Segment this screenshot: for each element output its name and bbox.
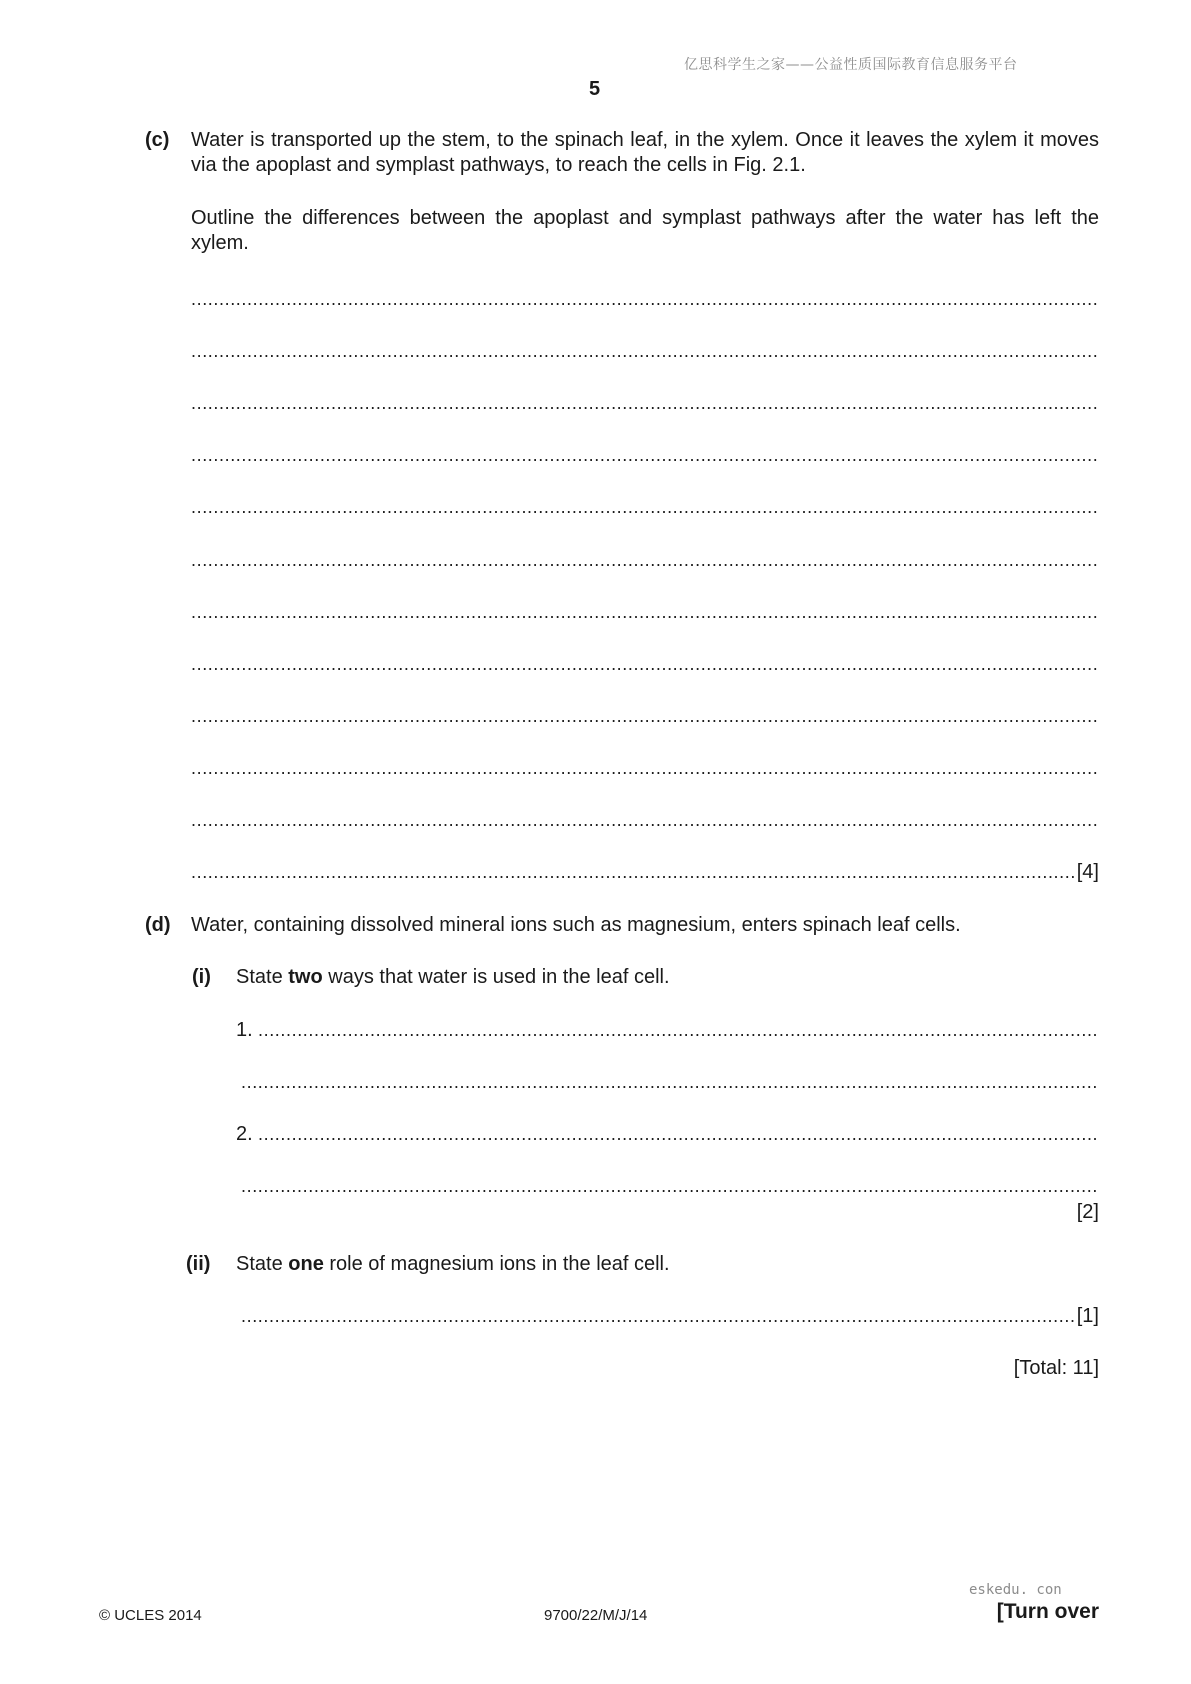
footer-paper-code: 9700/22/M/J/14 — [544, 1607, 648, 1624]
answer-line-2-continued[interactable] — [241, 1174, 1099, 1199]
answer-line-1[interactable] — [236, 1018, 1099, 1043]
item-number-1: 1. — [236, 1019, 253, 1041]
item-number-2: 2. — [236, 1123, 253, 1145]
part-d-i-question — [236, 965, 670, 990]
footer-watermark: eskedu. con — [969, 1582, 1062, 1598]
part-c-marks: [4] — [1076, 861, 1099, 883]
question-text: ways that water is used in the leaf cell. — [322, 966, 670, 988]
part-d-i-label: (i) — [192, 966, 211, 988]
question-emphasis: two — [288, 966, 323, 988]
question-emphasis: one — [288, 1253, 324, 1275]
total-marks: [Total: 11] — [1013, 1357, 1099, 1379]
part-c-intro: Water is transported up the stem, to the spinach leaf, in the xylem. Once it leaves the xylem it moves via the apoplast and symplast pathways, to reach the cells in Fig. 2.1. — [191, 129, 1099, 176]
answer-line-ii[interactable] — [241, 1304, 1099, 1329]
page-number: 5 — [589, 78, 601, 100]
part-c-question: Outline the differences between the apoplast and symplast pathways after the water has left the xylem. — [191, 207, 1099, 254]
answer-line-2[interactable] — [236, 1122, 1099, 1147]
header-watermark: 亿思科学生之家——公益性质国际教育信息服务平台 — [684, 57, 1018, 73]
answer-line[interactable] — [191, 756, 1099, 781]
question-text: State — [236, 1253, 289, 1275]
answer-line[interactable] — [191, 339, 1099, 364]
answer-line-1-continued[interactable] — [241, 1070, 1099, 1095]
answer-line[interactable] — [191, 287, 1099, 312]
answer-line[interactable] — [191, 704, 1099, 729]
part-d-ii-marks: [1] — [1076, 1305, 1099, 1327]
part-c-label: (c) — [145, 129, 170, 151]
answer-line[interactable] — [191, 600, 1099, 625]
answer-line[interactable] — [191, 652, 1099, 677]
answer-line[interactable] — [191, 495, 1099, 520]
part-d-ii-label: (ii) — [186, 1253, 211, 1275]
part-d-label: (d) — [145, 914, 171, 936]
answer-line[interactable] — [191, 443, 1099, 468]
footer-copyright: © UCLES 2014 — [99, 1607, 202, 1624]
part-d-intro: Water, containing dissolved mineral ions such as magnesium, enters spinach leaf cells. — [191, 914, 961, 936]
question-text: role of magnesium ions in the leaf cell. — [323, 1253, 670, 1275]
part-d-ii-question — [236, 1252, 670, 1277]
turn-over: [Turn over — [996, 1600, 1099, 1623]
answer-line[interactable] — [191, 808, 1099, 833]
answer-line[interactable] — [191, 391, 1099, 416]
answer-line[interactable] — [191, 548, 1099, 573]
answer-line[interactable] — [191, 860, 1099, 885]
question-text: State — [236, 966, 289, 988]
part-d-i-marks: [2] — [1076, 1201, 1099, 1223]
